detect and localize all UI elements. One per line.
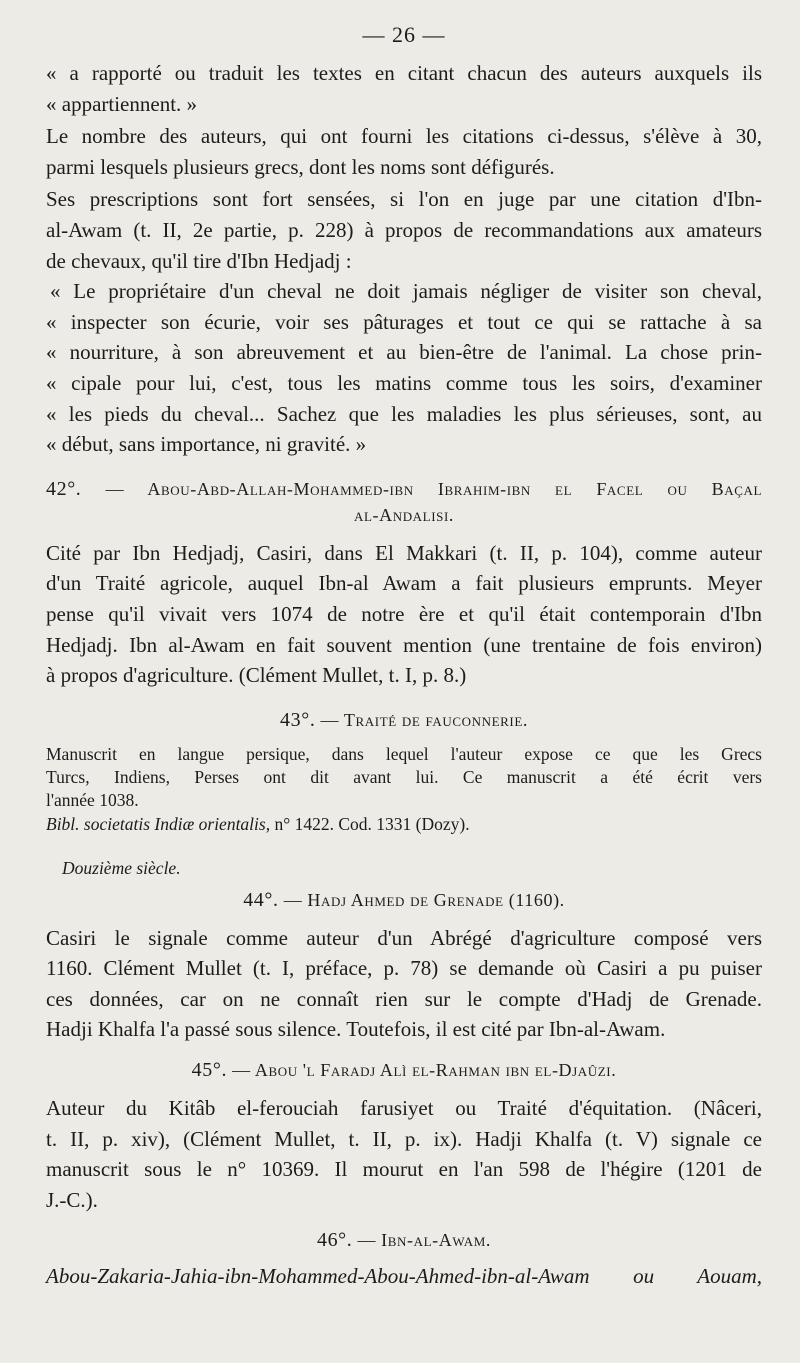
text-line: « Le propriétaire d'un cheval ne doit jamais négliger de visiter son cheval, [50, 279, 762, 304]
section-heading-43 [46, 707, 762, 733]
heading-number: 46°. [316, 1229, 353, 1252]
paragraph-quote-end [46, 58, 762, 119]
text-line: « nourriture, à son abreuvement et au bien-être de l'animal. La chose prin- [46, 340, 762, 365]
bibliographic-reference [46, 812, 762, 836]
heading-number: 45°. [191, 1059, 228, 1082]
reference-details: n° 1422. Cod. 1331 (Dozy). [270, 813, 470, 834]
text-line: Ses prescriptions sont fort sensées, si l'on en juge par une citation d'Ibn- [46, 187, 762, 212]
text-line: « début, sans importance, ni gravité. » [46, 432, 367, 457]
heading-text: — Ibn-al-Awam. [357, 1230, 492, 1251]
paragraph-45 [46, 1093, 762, 1215]
section-heading-44 [46, 887, 762, 913]
heading-text-cont: al-Andalisi. [353, 504, 455, 525]
text-line: Cité par Ibn Hedjadj, Casiri, dans El Makkari (t. II, p. 104), comme auteur [46, 540, 762, 565]
text-line: de chevaux, qu'il tire d'Ibn Hedjadj : [46, 248, 352, 273]
text-line: Le nombre des auteurs, qui ont fourni les citations ci-dessus, s'élève à 30, [46, 124, 762, 149]
text-line: Casiri le signale comme auteur d'un Abrégé d'agriculture composé vers [46, 925, 762, 950]
heading-text: — Abou-Abd-Allah-Mohammed-ibn Ibrahim-ibn el Facel ou Baçal [105, 478, 762, 499]
text-line: l'année 1038. [46, 789, 139, 810]
text-line: d'un Traité agricole, auquel Ibn-al Awam a fait plusieurs emprunts. Meyer [46, 571, 762, 596]
page-number: — 26 — [362, 22, 446, 47]
text-line: Hedjadj. Ibn al-Awam en fait souvent mention (une trentaine de fois environ) [46, 632, 762, 657]
paragraph-authors-count [46, 121, 762, 182]
paragraph-46 [46, 1261, 762, 1292]
text-line: « a rapporté ou traduit les textes en citant chacun des auteurs auxquels ils [46, 61, 762, 85]
text-line: al-Awam (t. II, 2e partie, p. 228) à propos de recommandations aux amateurs [46, 217, 762, 242]
paragraph-prescriptions [46, 184, 762, 276]
text-line: t. II, p. xiv), (Clément Mullet, t. II, p. ix). Hadji Khalfa (t. V) signale ce [46, 1126, 762, 1151]
text-line: parmi lesquels plusieurs grecs, dont les noms sont défigurés. [46, 154, 555, 179]
heading-text: — Traité de fauconnerie. [320, 709, 528, 730]
text-line: Turcs, Indiens, Perses ont dit avant lui. Ce manuscrit a été écrit vers [46, 766, 762, 787]
text-line: Abou-Zakaria-Jahia-ibn-Mohammed-Abou-Ahmed-ibn-al-Awam ou Aouam, [46, 1264, 762, 1289]
paragraph-44 [46, 923, 762, 1045]
text-line: « inspecter son écurie, voir ses pâturages et tout ce qui se rattache à sa [46, 309, 762, 334]
paragraph-42 [46, 538, 762, 691]
paragraph-43 [46, 743, 762, 836]
text-line: 1160. Clément Mullet (t. I, préface, p. 78) se demande où Casiri a pu puiser [46, 956, 762, 981]
text-line: Manuscrit en langue persique, dans lequel l'auteur expose ce que les Grecs [46, 743, 762, 764]
heading-number: 43°. [280, 708, 316, 731]
heading-text: — Abou 'l Faradj Alì el-Rahman ibn el-Djaûzi. [232, 1060, 617, 1081]
text-line: Auteur du Kitâb el-ferouciah farusiyet ou Traité d'équitation. (Nâceri, [46, 1096, 762, 1121]
section-heading-45 [46, 1057, 762, 1083]
quotation-block [46, 276, 762, 460]
text-line: « cipale pour lui, c'est, tous les matins comme tous les soirs, d'examiner [46, 370, 762, 395]
heading-text: — Hadj Ahmed de Grenade (1160). [283, 889, 565, 910]
heading-number: 42°. [46, 477, 82, 500]
heading-number: 44°. [243, 888, 279, 911]
text-line: « appartiennent. » [46, 91, 198, 116]
text-line: J.-C.). [46, 1187, 98, 1212]
text-line: manuscrit sous le n° 10369. Il mourut en l'an 598 de l'hégire (1201 de [46, 1157, 762, 1182]
text-line: « les pieds du cheval... Sachez que les maladies les plus sérieuses, sont, au [46, 401, 762, 426]
text-line: pense qu'il vivait vers 1074 de notre ère et qu'il était contemporain d'Ibn [46, 601, 762, 626]
reference-title: Bibl. societatis Indiæ orientalis, [46, 813, 271, 834]
text-line: à propos d'agriculture. (Clément Mullet, t. I, p. 8.) [46, 663, 467, 688]
text-line: ces données, car on ne connaît rien sur le compte d'Hadj de Grenade. [46, 986, 762, 1011]
section-heading-46 [46, 1227, 762, 1253]
era-heading: Douzième siècle. [62, 857, 181, 878]
section-heading-42 [46, 476, 762, 528]
text-line: Hadji Khalfa l'a passé sous silence. Toutefois, il est cité par Ibn-al-Awam. [46, 1017, 666, 1042]
